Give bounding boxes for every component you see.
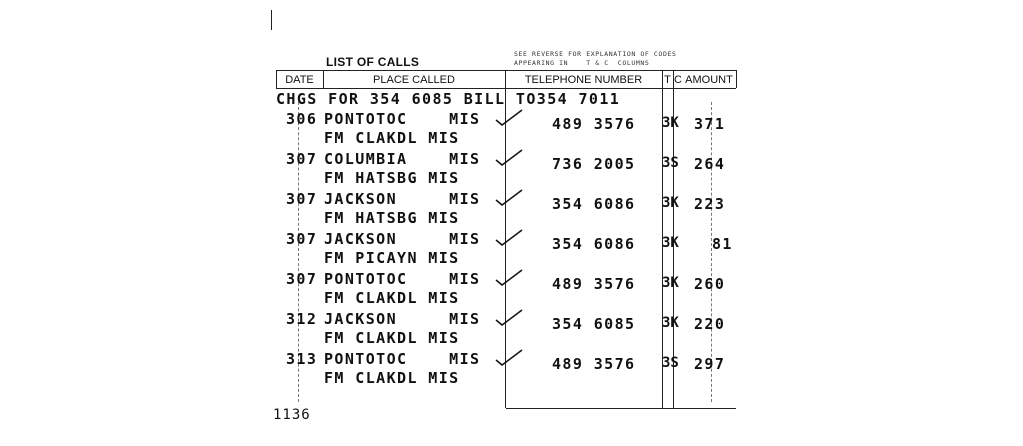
- place-called: COLUMBIA MIS: [324, 150, 481, 168]
- header-date: DATE: [285, 74, 314, 86]
- place-called: PONTOTOC MIS: [324, 270, 481, 288]
- from-location: FM CLAKDL MIS: [324, 369, 460, 387]
- telephone-number: 489 3576: [552, 275, 636, 293]
- call-amount: 223: [694, 195, 726, 213]
- call-date: 307: [286, 190, 318, 208]
- checkmark-icon: [494, 186, 524, 208]
- checkmark-icon: [494, 266, 524, 288]
- checkmark-icon: [494, 106, 524, 128]
- place-called: JACKSON MIS: [324, 310, 481, 328]
- from-location: FM CLAKDL MIS: [324, 329, 460, 347]
- call-record: [276, 270, 736, 310]
- tc-code: 3K: [662, 315, 679, 331]
- call-amount: 260: [694, 275, 726, 293]
- header-bottom-rule: [276, 88, 736, 89]
- call-record: [276, 150, 736, 190]
- tc-code: 3S: [662, 155, 679, 171]
- call-date: 307: [286, 270, 318, 288]
- telephone-number: 489 3576: [552, 115, 636, 133]
- tc-code: 3S: [662, 355, 679, 371]
- tc-code: 3K: [662, 235, 679, 251]
- telephone-number: 354 6086: [552, 235, 636, 253]
- telephone-number: 354 6085: [552, 315, 636, 333]
- header-amount: AMOUNT: [685, 74, 733, 86]
- checkmark-icon: [494, 346, 524, 368]
- place-called: PONTOTOC MIS: [324, 110, 481, 128]
- footer-rule: [506, 408, 736, 409]
- codes-note-line2: APPEARING IN T & C COLUMNS: [514, 59, 650, 67]
- header-telephone-number: TELEPHONE NUMBER: [524, 74, 643, 86]
- call-date: 306: [286, 110, 318, 128]
- telephone-number: 489 3576: [552, 355, 636, 373]
- header-top-rule: [276, 70, 736, 71]
- place-called: PONTOTOC MIS: [324, 350, 481, 368]
- call-amount: 220: [694, 315, 726, 333]
- from-location: FM HATSBG MIS: [324, 209, 460, 227]
- codes-note-line1: SEE REVERSE FOR EXPLANATION OF CODES: [514, 50, 677, 58]
- call-amount: 81: [712, 235, 733, 253]
- call-date: 313: [286, 350, 318, 368]
- from-location: FM CLAKDL MIS: [324, 289, 460, 307]
- telephone-number: 736 2005: [552, 155, 636, 173]
- call-record: [276, 110, 736, 150]
- page-footer-number: 1136: [273, 407, 311, 423]
- column-divider: [736, 70, 737, 88]
- call-record: [276, 350, 736, 390]
- tc-code: 3K: [662, 115, 679, 131]
- call-date: 312: [286, 310, 318, 328]
- header-t: T: [664, 74, 671, 86]
- checkmark-icon: [494, 306, 524, 328]
- place-called: JACKSON MIS: [324, 190, 481, 208]
- charges-line: CHGS FOR 354 6085 BILL TO354 7011: [276, 90, 621, 108]
- from-location: FM CLAKDL MIS: [324, 129, 460, 147]
- tc-code: 3K: [662, 275, 679, 291]
- checkmark-icon: [494, 146, 524, 168]
- call-amount: 371: [694, 115, 726, 133]
- checkmark-icon: [494, 226, 524, 248]
- from-location: FM HATSBG MIS: [324, 169, 460, 187]
- call-amount: 264: [694, 155, 726, 173]
- call-date: 307: [286, 230, 318, 248]
- form-title: LIST OF CALLS: [326, 55, 420, 69]
- telephone-number: 354 6086: [552, 195, 636, 213]
- call-amount: 297: [694, 355, 726, 373]
- place-called: JACKSON MIS: [324, 230, 481, 248]
- list-of-calls-form: [273, 50, 736, 423]
- from-location: FM PICAYN MIS: [324, 249, 460, 267]
- margin-mark: [271, 10, 272, 30]
- call-record: [276, 310, 736, 350]
- call-record: [276, 230, 736, 270]
- tc-code: 3K: [662, 195, 679, 211]
- header-c: C: [674, 74, 682, 86]
- call-record: [276, 190, 736, 230]
- header-place-called: PLACE CALLED: [373, 74, 455, 86]
- call-date: 307: [286, 150, 318, 168]
